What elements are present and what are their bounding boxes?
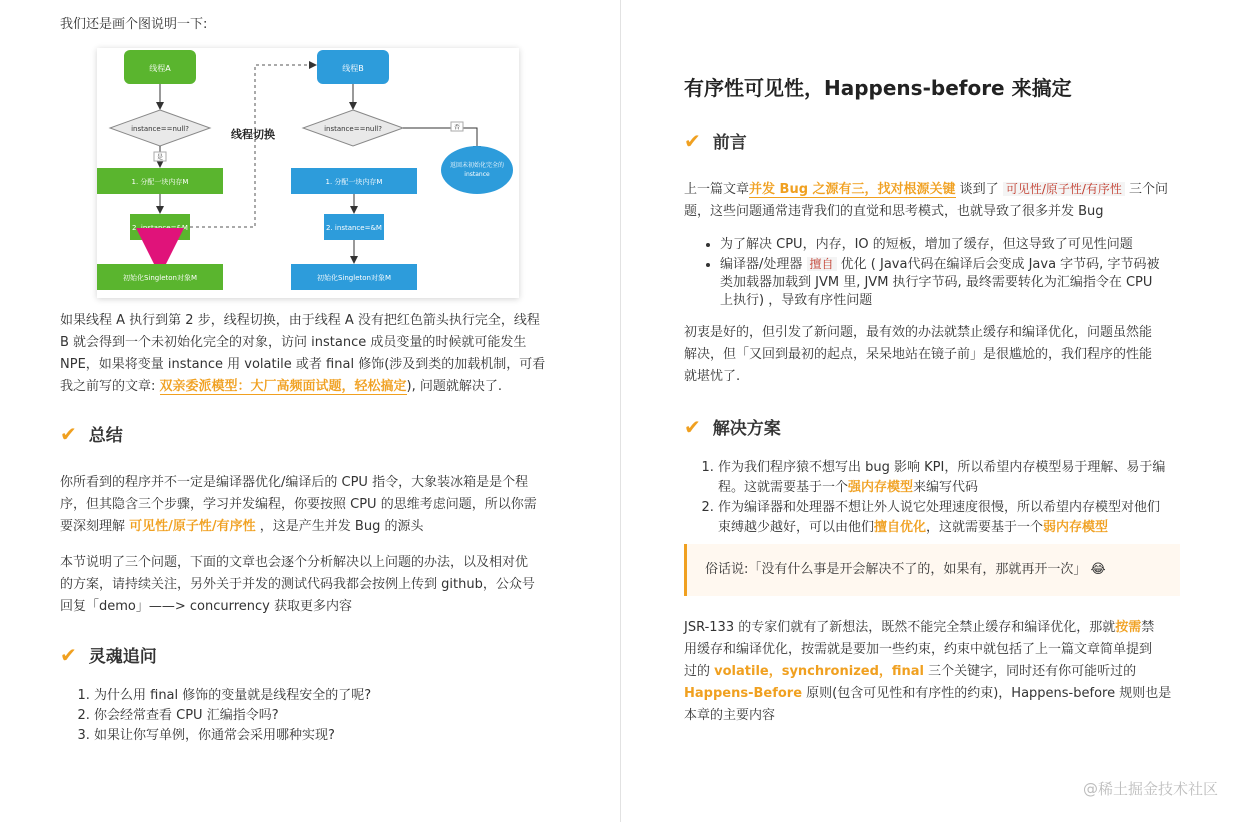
solution-heading: [684, 414, 781, 439]
question-list: [70, 686, 371, 746]
list-item: [720, 255, 1184, 310]
left-para-2-line-2: 序，但其隐含三个步骤，学习并发编程，你要按照 CPU 的思维考虑问题，所以你需: [60, 497, 537, 512]
solution-heading-text: 解决方案: [712, 419, 781, 439]
jsr-line-1-pre: JSR-133 的专家们就有了新想法，既然不能完全禁止缓存和编译优化，那就: [684, 620, 1116, 635]
no-label-b: 否: [453, 124, 461, 131]
right-para-1: [684, 322, 1184, 388]
soul-question-heading-text: 灵魂追问: [88, 647, 157, 667]
yes-label-a: 是: [156, 154, 164, 161]
step2-b-label: 2. instance=&M: [326, 224, 382, 232]
jsr-para: [684, 617, 1184, 727]
left-para-3-line-3: 回复「demo」——> concurrency 获取更多内容: [60, 599, 353, 614]
step3-b-label: 初始化Singleton对象M: [316, 274, 392, 282]
summary-heading: [60, 421, 123, 446]
happens-before-text: Happens-Before: [684, 686, 803, 701]
check-icon: ✔: [684, 415, 701, 439]
bullet2-line-2: 类加载器加载到 JVM 里, JVM 执行字节码, 最终需要转化为汇编指令在 CPU: [720, 275, 1153, 290]
decision-b-label: instance==null?: [324, 125, 382, 133]
step3-a-label: 初始化Singleton对象M: [122, 274, 198, 282]
preface-post: 三个问: [1124, 182, 1169, 197]
sol2-pre: 束缚越少越好，可以由他们: [718, 520, 875, 535]
weak-memory-model-text: 弱内存模型: [1043, 520, 1109, 535]
parent-delegation-link[interactable]: 双亲委派模型：大厂高频面试题，轻松搞定: [159, 379, 407, 394]
left-para-1: [60, 310, 570, 398]
left-para-1-line-1: 如果线程 A 执行到第 2 步，线程切换，由于线程 A 没有把红色箭头执行完全，线程: [60, 313, 540, 328]
soul-question-heading: [60, 642, 157, 667]
sol2-mid: ，这就需要基于一个: [926, 520, 1044, 535]
visibility-atomicity-ordering-text: 可见性/原子性/有序性: [129, 519, 256, 534]
jsr-line-3-post: 三个关键字，同时还有你可能听过的: [924, 664, 1137, 679]
step1-a-label: 1. 分配一块内存M: [131, 178, 189, 186]
watermark: @稀土掘金技术社区: [1082, 780, 1218, 798]
left-para-2-line-1: 你所看到的程序并不一定是编译器优化/编译后的 CPU 指令，大象装冰箱是是个程: [60, 475, 529, 490]
proverb-quote: [684, 544, 1180, 596]
check-icon: ✔: [60, 643, 77, 667]
sol1-post: 来编写代码: [913, 480, 979, 495]
right-para-1-line-1: 初衷是好的，但引发了新问题，最有效的办法就禁止缓存和编译优化，问题虽然能: [684, 325, 1153, 340]
jsr-line-4-post: 原则(包含可见性和有序性的约束)，Happens-before 规则也是: [802, 686, 1172, 701]
step1-b-label: 1. 分配一块内存M: [325, 178, 383, 186]
right-para-1-line-2: 解决，但「又回到最初的起点，呆呆地站在镜子前」是很尴尬的，我们程序的性能: [684, 347, 1153, 362]
left-para-1-line-3: NPE，如果将变量 instance 用 volatile 或者 final 修饰(涉及到类的加载机制，可看: [60, 357, 546, 372]
sol2-line-1: 作为编译器和处理器不想让外人说它处理速度很慢，所以希望内存模型对他们: [718, 500, 1161, 515]
return-label-2: instance: [464, 171, 490, 178]
preface-heading-text: 前言: [712, 133, 747, 153]
preface-mid: 谈到了: [955, 182, 999, 197]
self-optimize-text: 擅自优化: [874, 520, 927, 535]
jsr-line-3-pre: 过的: [684, 664, 715, 679]
quote-text: 俗话说:「没有什么事是开会解决不了的，如果有，那就再开一次」: [705, 562, 1087, 577]
bullet2-pre: 编译器/处理器: [720, 257, 807, 272]
decision-a-label: instance==null?: [131, 125, 189, 133]
right-para-1-line-3: 就堪忧了.: [684, 369, 741, 384]
jsr-line-3: [684, 661, 1184, 683]
jsr-line-4: [684, 683, 1184, 705]
bullet2-line-1: 优化 ( Java代码在编译后会变成 Java 字节码, 字节码被: [836, 257, 1160, 272]
left-para-2-line-3-post: ，这是产生并发 Bug 的源头: [255, 519, 424, 534]
left-para-2-line-3: [60, 516, 570, 538]
return-node: [441, 146, 513, 194]
left-para-1-line-4: [60, 376, 570, 398]
left-para-3-line-2: 的方案，请持续关注，另外关于并发的测试代码我都会按例上传到 github，公众号: [60, 577, 535, 592]
preface-bullets: [698, 236, 1184, 311]
list-item: 2. 你会经常查看 CPU 汇编指令吗?: [94, 706, 371, 726]
thread-switch-label: 线程切换: [231, 128, 275, 141]
return-label-1: 返回未初始化完全的: [449, 162, 505, 169]
left-para-3-line-1: 本节说明了三个问题，下面的文章也会逐个分析解决以上问题的办法，以及相对优: [60, 555, 529, 570]
left-para-1-tail: ), 问题就解决了.: [406, 379, 503, 394]
singleton-flow-diagram: [97, 48, 519, 298]
on-demand-text: 按需: [1115, 620, 1142, 635]
bullet2-inline-code: 擅自: [807, 257, 837, 271]
left-para-2-line-3-pre: 要深刻理解: [60, 519, 130, 534]
jsr-line-1: [684, 617, 1184, 639]
left-para-1-line-4-text: 我之前写的文章:: [60, 379, 160, 394]
list-item: 3. 如果让你写单例，你通常会采用哪种实现?: [94, 726, 371, 746]
sol1-pre: 程。这就需要基于一个: [718, 480, 849, 495]
strong-memory-model-text: 强内存模型: [848, 480, 914, 495]
left-para-2: [60, 472, 570, 538]
list-item: 1. 为什么用 final 修饰的变量就是线程安全的了呢?: [94, 686, 371, 706]
list-item: • 为了解决 CPU，内存，IO 的短板，增加了缓存，但这导致了可见性问题: [720, 236, 1184, 254]
chapter-title: 有序性可见性，Happens-before 来搞定: [684, 76, 1072, 100]
preface-para: [684, 178, 1184, 223]
bullet2-line-3: 上执行) ，导致有序性问题: [720, 293, 873, 308]
thread-b-label: 线程B: [342, 64, 364, 73]
solution-list: [694, 458, 1184, 538]
preface-inline-code: 可见性/原子性/有序性: [1003, 182, 1125, 196]
preface-line-1: [684, 178, 1184, 201]
concurrency-bug-source-link[interactable]: 并发 Bug 之源有三，找对根源关键: [749, 182, 956, 197]
jsr-line-1-post: 禁: [1141, 620, 1155, 635]
preface-line-2: 题，这些问题通常违背我们的直觉和思考模式，也就导致了很多并发 Bug: [684, 204, 1104, 219]
check-icon: ✔: [684, 129, 701, 153]
summary-heading-text: 总结: [88, 426, 123, 446]
left-para-1-line-2: B 就会得到一个未初始化完全的对象，访问 instance 成员变量的时候就可能发生: [60, 335, 527, 350]
check-icon: ✔: [60, 422, 77, 446]
jsr-line-5: 本章的主要内容: [684, 708, 776, 723]
step2-a-label: 2. instance=&M: [132, 224, 188, 232]
left-para-3: [60, 552, 570, 618]
thread-a-label: 线程A: [149, 64, 171, 73]
list-item: [718, 458, 1184, 498]
laughing-emoji-icon: 😂: [1090, 562, 1106, 577]
keywords-text: volatile，synchronized，final: [714, 664, 925, 679]
jsr-line-2: 用缓存和编译优化，按需就是要加一些约束，约束中就包括了上一篇文章简单提到: [684, 642, 1153, 657]
preface-heading: [684, 128, 747, 153]
intro-text: 我们还是画个图说明一下:: [60, 17, 208, 32]
preface-pre: 上一篇文章: [684, 182, 750, 197]
list-item: [718, 498, 1184, 538]
sol1-line-1: 作为我们程序猿不想写出 bug 影响 KPI，所以希望内存模型易于理解、易于编: [718, 460, 1166, 475]
